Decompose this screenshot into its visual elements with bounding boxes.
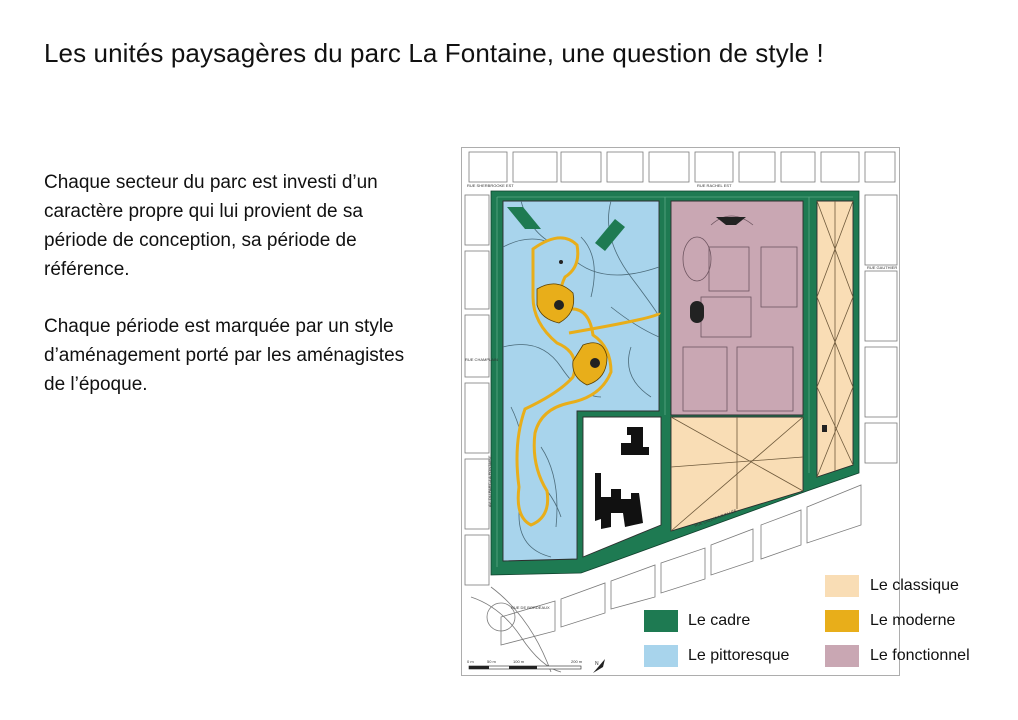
street-label: RUE CALIXA-LAVALLÉE bbox=[693, 508, 738, 528]
street-label: RUE DE BORDEAUX bbox=[511, 605, 550, 610]
legend-swatch-classique bbox=[825, 575, 859, 597]
legend-swatch-cadre bbox=[644, 610, 678, 632]
street-label: RUE RACHEL EST bbox=[697, 183, 732, 188]
svg-text:100 m: 100 m bbox=[513, 659, 525, 664]
intro-paragraph: Chaque secteur du parc est investi d’un caractère propre qui lui provient de sa période de conception, sa période de référence. bbox=[44, 172, 378, 280]
legend-label-fonctionnel: Le fonctionnel bbox=[870, 647, 970, 664]
legend-swatch-pittoresque bbox=[644, 645, 678, 667]
svg-text:200 m: 200 m bbox=[571, 659, 583, 664]
legend-label-classique: Le classique bbox=[870, 577, 959, 594]
legend-label-pittoresque: Le pittoresque bbox=[688, 647, 790, 664]
legend-swatch-fonctionnel bbox=[825, 645, 859, 667]
svg-text:50 m: 50 m bbox=[487, 659, 496, 664]
legend-label-cadre: Le cadre bbox=[688, 612, 751, 629]
street-label: RUE GAUTHIER bbox=[867, 265, 898, 270]
svg-text:0 m: 0 m bbox=[467, 659, 474, 664]
style-paragraph: Chaque période est marquée par un style d’aménagement porté par les aménagistes de l’époque. bbox=[44, 316, 405, 395]
page-title: Les unités paysagères du parc La Fontaine, une question de style ! bbox=[44, 38, 824, 68]
zone-fonctionnel bbox=[671, 201, 803, 415]
street-label: RUE SHERBROOKE EST bbox=[467, 183, 514, 188]
street-label: AV. DU PARC-LA FONTAINE bbox=[487, 455, 492, 507]
street-label: RUE CHAMPLAIN bbox=[465, 357, 498, 362]
park-map bbox=[461, 147, 901, 677]
svg-text:N: N bbox=[595, 661, 599, 667]
legend-swatch-moderne bbox=[825, 610, 859, 632]
legend-label-moderne: Le moderne bbox=[870, 612, 956, 629]
